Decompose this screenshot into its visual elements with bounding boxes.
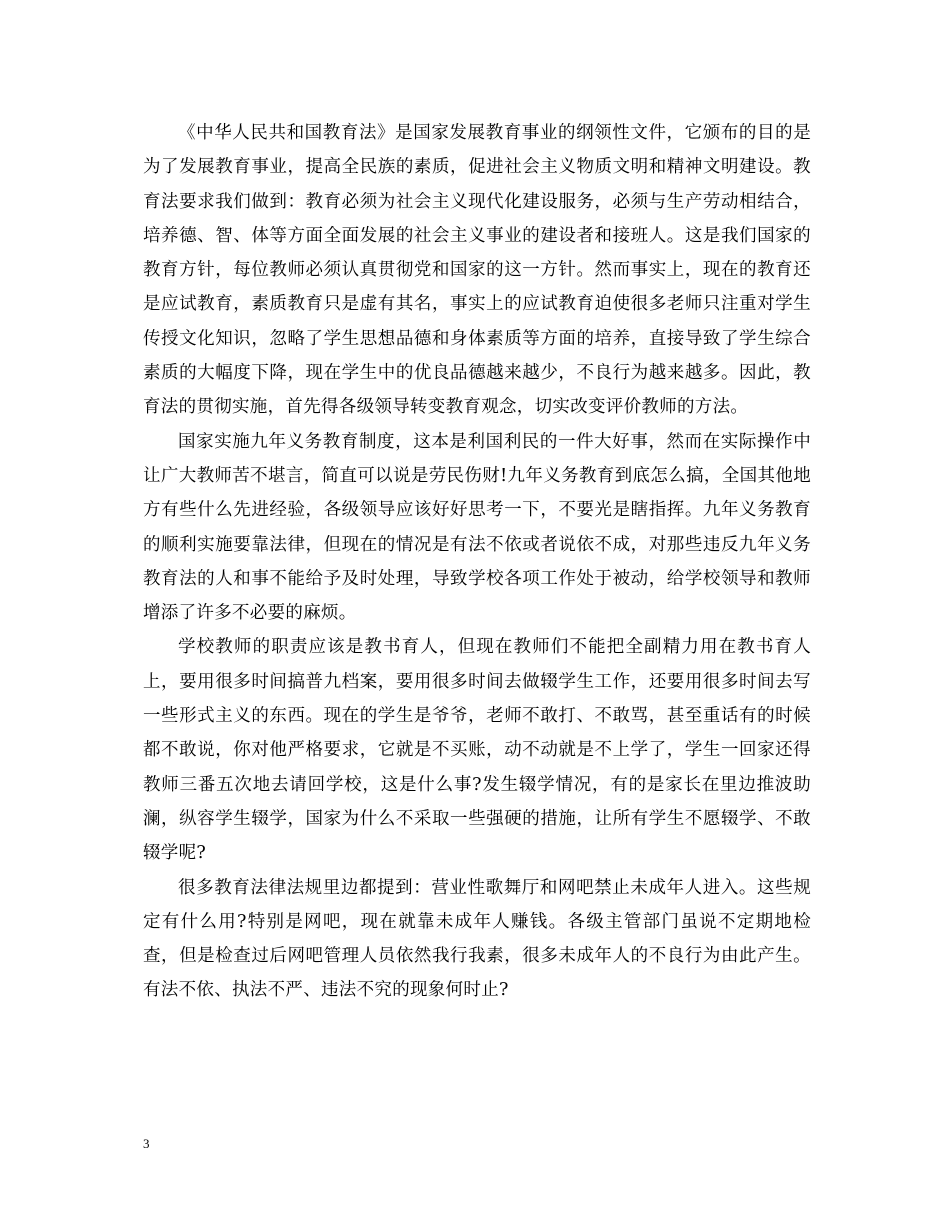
paragraph-3: 学校教师的职责应该是教书育人，但现在教师们不能把全副精力用在教书育人上，要用很多时间搞普九档案，要用很多时间去做辍学生工作，还要用很多时间去写一些形式主义的东西。现在的学生是爷爷，老师不敢打、不敢骂，甚至重话有的时候都不敢说，你对他严格要求，它就是不买账，动不动就是不上学了，学生一回家还得教师三番五次地去请回学校，这是什么事?发生辍学情况，有的是家长在里边推波助澜，纵容学生辍学，国家为什么不采取一些强硬的措施，让所有学生不愿辍学、不敢辍学呢?	[143, 637, 811, 864]
document-body	[143, 116, 811, 1008]
paragraph-4: 很多教育法律法规里边都提到：营业性歌舞厅和网吧禁止未成年人进入。这些规定有什么用?特别是网吧，现在就靠未成年人赚钱。各级主管部门虽说不定期地检查，但是检查过后网吧管理人员依然我行我素，很多未成年人的不良行为由此产生。有法不依、执法不严、违法不究的现象何时止?	[143, 877, 811, 1001]
paragraph-2: 国家实施九年义务教育制度，这本是利国利民的一件大好事，然而在实际操作中让广大教师苦不堪言，简直可以说是劳民伤财!九年义务教育到底怎么搞，全国其他地方有些什么先进经验，各级领导应该好好思考一下，不要光是瞎指挥。九年义务教育的顺利实施要靠法律，但现在的情况是有法不依或者说依不成，对那些违反九年义务教育法的人和事不能给予及时处理，导致学校各项工作处于被动，给学校领导和教师增添了许多不必要的麻烦。	[143, 431, 811, 624]
page-number: 3	[143, 1136, 150, 1151]
paragraph-1: 《中华人民共和国教育法》是国家发展教育事业的纲领性文件，它颁布的目的是为了发展教育事业，提高全民族的素质，促进社会主义物质文明和精神文明建设。教育法要求我们做到：教育必须为社会主义现代化建设服务，必须与生产劳动相结合，培养德、智、体等方面全面发展的社会主义事业的建设者和接班人。这是我们国家的教育方针，每位教师必须认真贯彻党和国家的这一方针。然而事实上，现在的教育还是应试教育，素质教育只是虚有其名，事实上的应试教育迫使很多老师只注重对学生传授文化知识，忽略了学生思想品德和身体素质等方面的培养，直接导致了学生综合素质的大幅度下降，现在学生中的优良品德越来越少，不良行为越来越多。因此，教育法的贯彻实施，首先得各级领导转变教育观念，切实改变评价教师的方法。	[143, 123, 811, 418]
